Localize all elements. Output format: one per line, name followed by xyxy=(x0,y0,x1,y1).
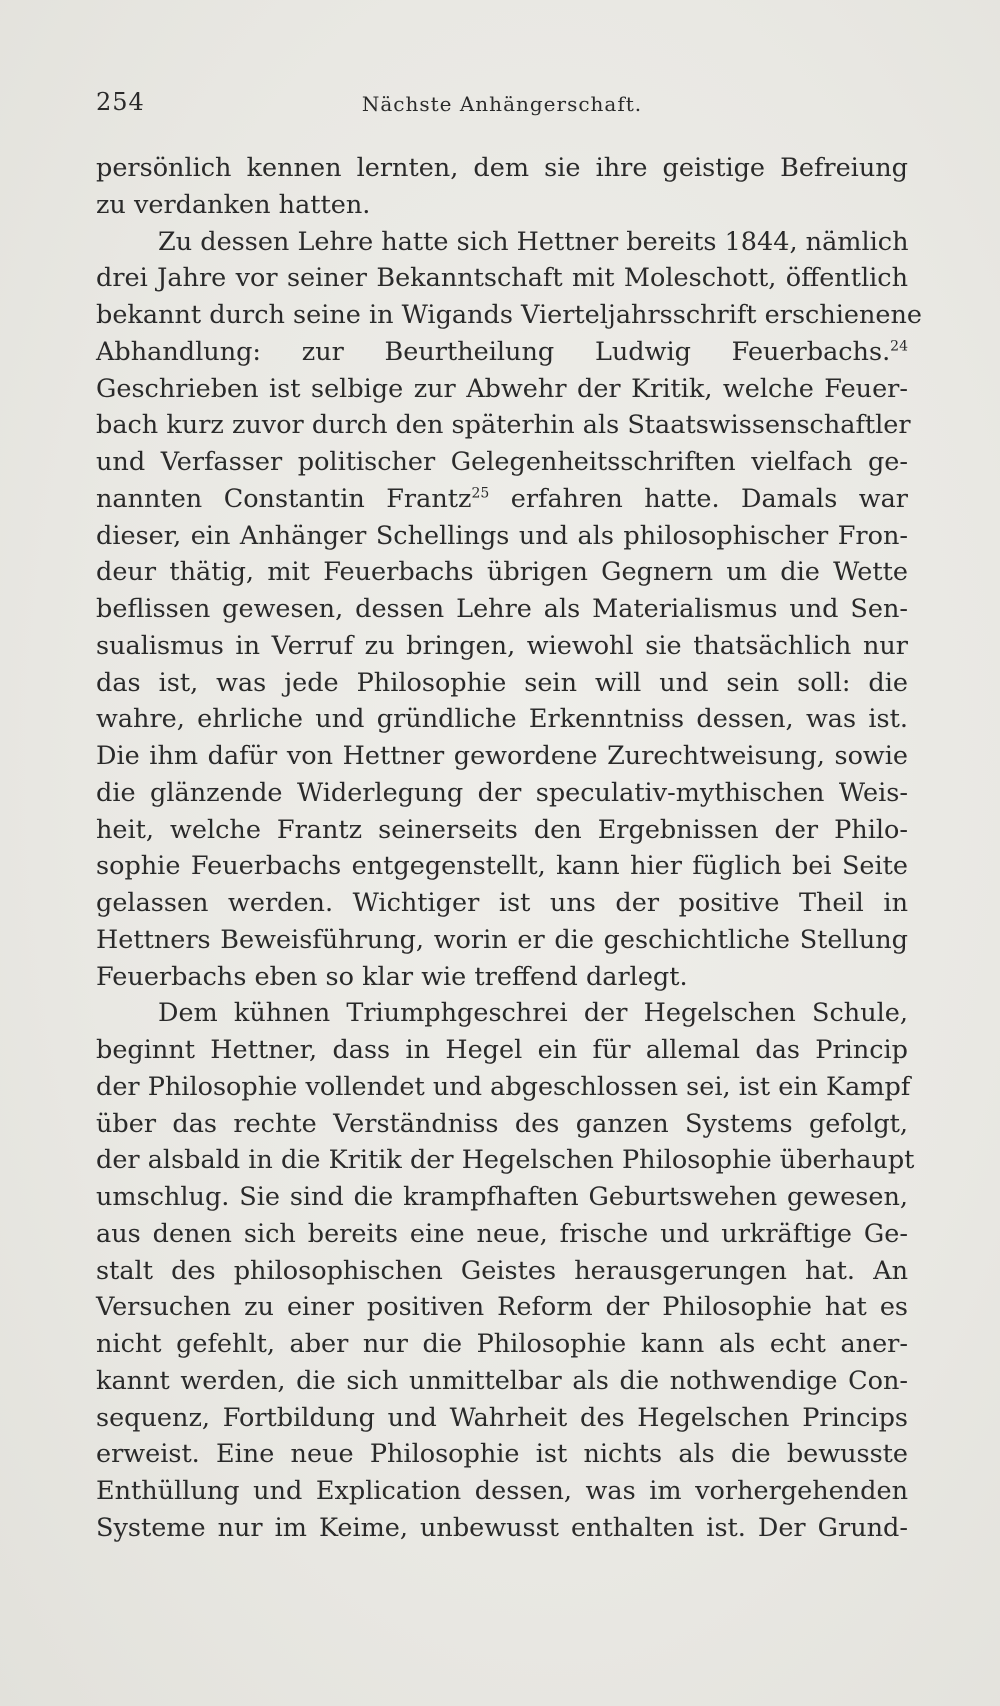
text-line: beflissen gewesen, dessen Lehre als Materialismus und Sen- xyxy=(96,594,908,624)
footnote-ref: 25 xyxy=(471,485,490,502)
body-text xyxy=(96,150,923,1547)
text-line: aus denen sich bereits eine neue, frische und urkräftige Ge- xyxy=(96,1218,908,1249)
page-header xyxy=(96,88,908,128)
text-line: beginnt Hettner, dass in Hegel ein für allemal das Princip xyxy=(96,1035,908,1065)
text-line: und Verfasser politischer Gelegenheitsschriften vielfach ge- xyxy=(96,447,908,477)
footnote-ref: 24 xyxy=(890,338,908,355)
text-line: umschlug. Sie sind die krampfhaften Geburtswehen gewesen, xyxy=(96,1182,908,1212)
text-line: Versuchen zu einer positiven Reform der Philosophie hat es xyxy=(96,1292,908,1323)
text-segment: erfahren hatte. Damals war xyxy=(510,483,908,514)
text-line: über das rechte Verständniss des ganzen Systems gefolgt, xyxy=(96,1108,908,1139)
text-line: wahre, ehrliche und gründliche Erkenntniss dessen, was ist. xyxy=(96,704,908,735)
text-line: Systeme nur im Keime, unbewusst enthalten ist. Der Grund- xyxy=(96,1512,908,1543)
running-head: Nächste Anhängerschaft. xyxy=(361,92,643,116)
text-line: persönlich kennen lernten, dem sie ihre geistige Befreiung xyxy=(96,153,908,183)
text-line: das ist, was jede Philosophie sein will und sein soll: die xyxy=(96,667,908,698)
text-line: drei Jahre vor seiner Bekanntschaft mit Moleschott, öffentlich xyxy=(96,263,908,294)
text-line: der Philosophie vollendet und abgeschlossen sei, ist ein Kampf xyxy=(96,1071,911,1102)
text-line: Feuerbachs eben so klar wie treffend darlegt. xyxy=(96,961,688,992)
text-line: nicht gefehlt, aber nur die Philosophie kann als echt aner- xyxy=(96,1329,908,1359)
text-line: dieser, ein Anhänger Schellings und als philosophischer Fron- xyxy=(96,520,908,551)
text-line: der alsbald in die Kritik der Hegelschen Philosophie überhaupt xyxy=(96,1145,915,1176)
text-line: bach kurz zuvor durch den späterhin als Staatswissenschaftler xyxy=(96,410,911,441)
text-line: gelassen werden. Wichtiger ist uns der positive Theil in xyxy=(96,888,908,918)
paragraph-start-line: Zu dessen Lehre hatte sich Hettner bereits 1844, nämlich xyxy=(158,226,909,257)
text-line: kannt werden, die sich unmittelbar als die nothwendige Con- xyxy=(96,1365,908,1396)
text-line: sualismus in Verruf zu bringen, wiewohl sie thatsächlich nur xyxy=(96,630,908,661)
text-line: stalt des philosophischen Geistes herausgerungen hat. An xyxy=(96,1255,908,1286)
text-line: zu verdanken hatten. xyxy=(96,189,371,220)
text-line: bekannt durch seine in Wigands Vierteljahrsschrift erschienene xyxy=(96,300,923,330)
text-line: sequenz, Fortbildung und Wahrheit des Hegelschen Princips xyxy=(96,1402,908,1433)
text-segment: nannten Constantin Frantz xyxy=(96,483,472,514)
text-line xyxy=(96,481,908,518)
text-line: sophie Feuerbachs entgegenstellt, kann hier füglich bei Seite xyxy=(96,851,908,882)
text-line xyxy=(96,334,908,371)
text-line: deur thätig, mit Feuerbachs übrigen Gegnern um die Wette xyxy=(96,557,908,588)
text-line: Die ihm dafür von Hettner gewordene Zurechtweisung, sowie xyxy=(96,741,908,771)
text-line: Enthüllung und Explication dessen, was im vorhergehenden xyxy=(96,1476,908,1506)
text-line: erweist. Eine neue Philosophie ist nichts als die bewusste xyxy=(96,1439,908,1470)
text-line: heit, welche Frantz seinerseits den Ergebnissen der Philo- xyxy=(96,814,908,845)
text-line: die glänzende Widerlegung der speculativ-mythischen Weis- xyxy=(96,777,908,808)
text-line: Geschrieben ist selbige zur Abwehr der Kritik, welche Feuer- xyxy=(96,373,908,404)
page-number: 254 xyxy=(96,88,145,116)
paragraph-start-line: Dem kühnen Triumphgeschrei der Hegelschen Schule, xyxy=(158,998,908,1029)
text-line: Hettners Beweisführung, worin er die geschichtliche Stellung xyxy=(96,924,908,955)
text-segment: Abhandlung: zur Beurtheilung Ludwig Feuerbachs. xyxy=(96,336,891,367)
